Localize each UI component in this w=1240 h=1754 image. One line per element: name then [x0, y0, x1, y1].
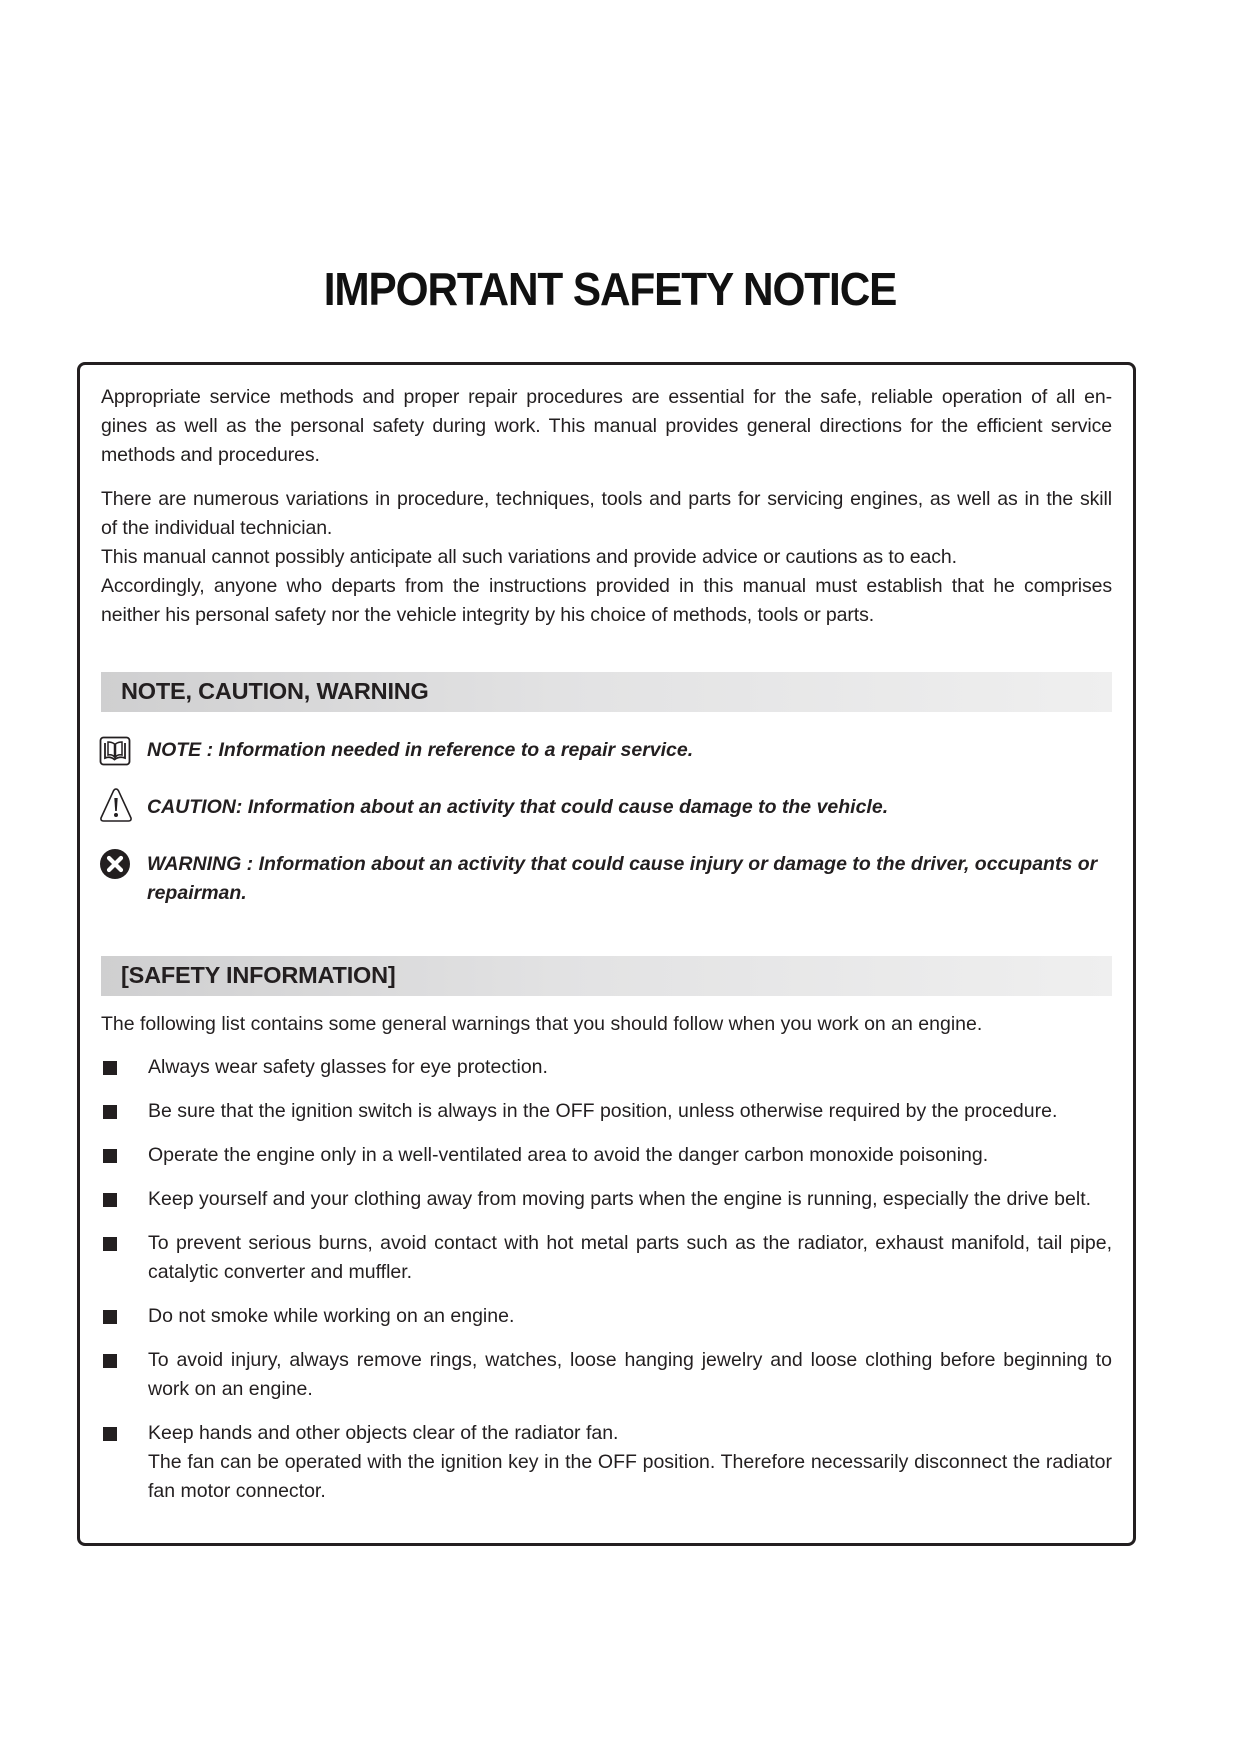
bullet-text: Keep yourself and your clothing away from moving parts when the engine is running, especially the drive belt.: [148, 1188, 1092, 1210]
bullet-text: To prevent serious burns, avoid contact with hot metal parts such as the radiator, exhaust manifold, tail pipe,: [148, 1232, 1112, 1254]
note-text: NOTE : Information needed in reference to a repair service.: [147, 739, 694, 761]
intro-paragraph-2: [101, 485, 1112, 630]
text-line: Accordingly, anyone who departs from the instructions provided in this manual must establish that he comprises: [101, 575, 1112, 597]
text-line: of the individual technician.: [101, 517, 333, 539]
safety-intro: The following list contains some general warnings that you should follow when you work on an engine.: [101, 1013, 983, 1035]
section-heading: [SAFETY INFORMATION]: [121, 962, 396, 988]
warning-x-circle-icon: [99, 848, 131, 880]
bullet-text: Always wear safety glasses for eye protection.: [148, 1056, 548, 1078]
text-line: Appropriate service methods and proper repair procedures are essential for the safe, reliable operation of all en-: [101, 386, 1112, 408]
section-heading: NOTE, CAUTION, WARNING: [121, 678, 429, 704]
bullet-square-icon: [103, 1237, 117, 1251]
bullet-text: Keep hands and other objects clear of the radiator fan.: [148, 1422, 619, 1444]
bullet-square-icon: [103, 1310, 117, 1324]
bullet-square-icon: [103, 1427, 117, 1441]
bullet-text: fan motor connector.: [148, 1480, 326, 1502]
warning-text-line: repairman.: [147, 882, 247, 904]
text-line: neither his personal safety nor the vehicle integrity by his choice of methods, tools or parts.: [101, 604, 875, 626]
bullet-text: Be sure that the ignition switch is always in the OFF position, unless otherwise required by the procedure.: [148, 1100, 1058, 1122]
bullet-text: Operate the engine only in a well-ventilated area to avoid the danger carbon monoxide poisoning.: [148, 1144, 989, 1166]
section-header-notes: [101, 672, 1112, 712]
bullet-square-icon: [103, 1149, 117, 1163]
bullet-text: To avoid injury, always remove rings, watches, loose hanging jewelry and loose clothing before beginning to: [148, 1349, 1112, 1371]
caution-triangle-icon: [99, 787, 131, 819]
text-line: gines as well as the personal safety during work. This manual provides general directions for the efficient service: [101, 415, 1112, 437]
caution-text: CAUTION: Information about an activity that could cause damage to the vehicle.: [147, 796, 889, 818]
section-header-safety: [101, 956, 1112, 996]
book-icon: [99, 736, 131, 768]
bullet-text: work on an engine.: [148, 1378, 313, 1400]
bullet-square-icon: [103, 1061, 117, 1075]
bullet-text: catalytic converter and muffler.: [148, 1261, 413, 1283]
warning-text-line: WARNING : Information about an activity that could cause injury or damage to the driver, occupants or: [147, 853, 1098, 875]
bullet-square-icon: [103, 1354, 117, 1368]
bullet-square-icon: [103, 1193, 117, 1207]
text-line: This manual cannot possibly anticipate all such variations and provide advice or cautions as to each.: [101, 546, 957, 568]
intro-paragraph-1: [101, 383, 1112, 470]
text-line: There are numerous variations in procedure, techniques, tools and parts for servicing engines, as well as in the skill: [101, 488, 1112, 510]
bullet-square-icon: [103, 1105, 117, 1119]
bullet-text: The fan can be operated with the ignition key in the OFF position. Therefore necessarily disconnect the radiator: [148, 1451, 1112, 1473]
bullet-text: Do not smoke while working on an engine.: [148, 1305, 515, 1327]
page-title: IMPORTANT SAFETY NOTICE: [323, 263, 897, 315]
text-line: methods and procedures.: [101, 444, 320, 466]
